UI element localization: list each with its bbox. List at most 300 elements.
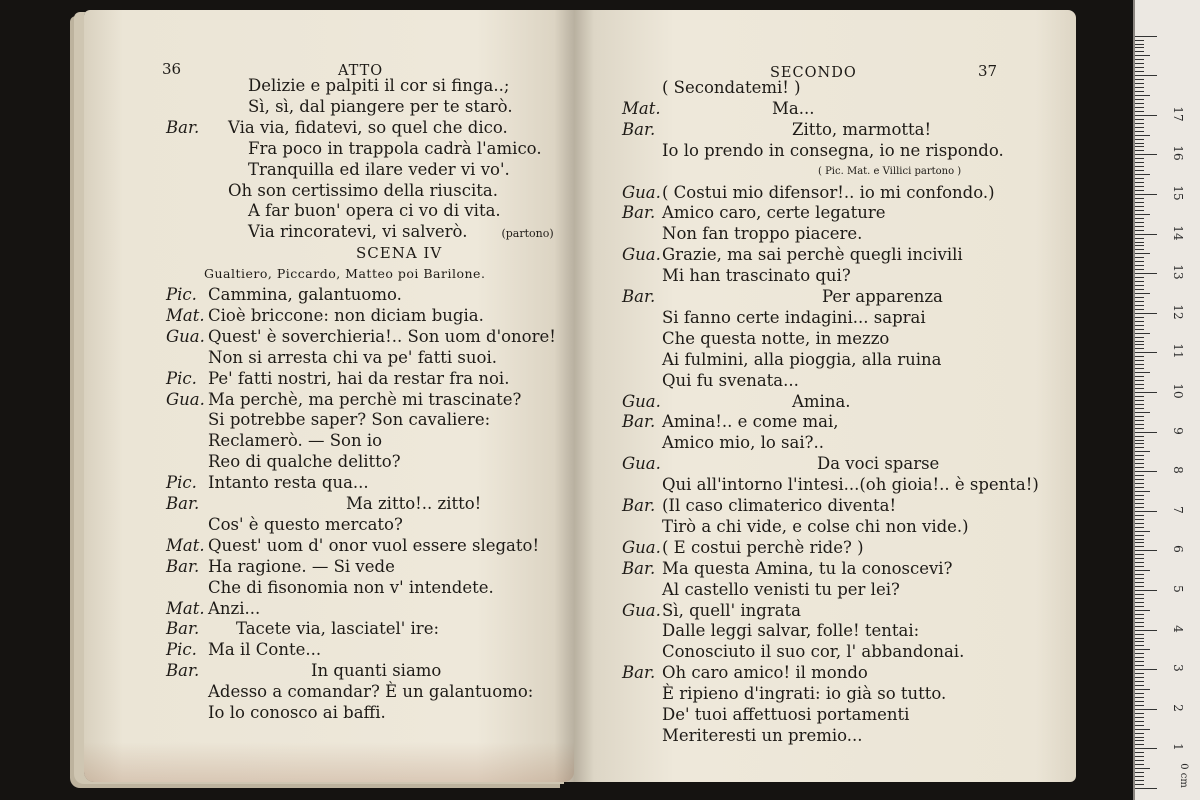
stage-direction: (partono) bbox=[501, 227, 554, 241]
line-text: Cioè briccone: non diciam bugia. bbox=[208, 305, 484, 325]
ruler-tick bbox=[1135, 63, 1144, 64]
ruler-tick bbox=[1135, 590, 1157, 591]
line-text: Cos' è questo mercato? bbox=[208, 514, 403, 534]
ruler-tick bbox=[1135, 103, 1144, 104]
ruler-number: 16 bbox=[1171, 145, 1185, 162]
ruler-number: 5 bbox=[1171, 585, 1185, 593]
ruler-tick bbox=[1135, 273, 1157, 274]
ruler-tick bbox=[1135, 95, 1150, 96]
ruler-tick bbox=[1135, 689, 1150, 690]
line-text: Qui all'intorno l'intesi...(oh gioia!.. è spenta!) bbox=[662, 475, 1039, 495]
ruler-number: 12 bbox=[1171, 304, 1185, 320]
line-text: Per apparenza bbox=[822, 287, 943, 306]
ruler-tick bbox=[1135, 71, 1144, 72]
text-line bbox=[166, 118, 508, 138]
ruler-number: 14 bbox=[1171, 224, 1185, 241]
speaker-label: Pic. bbox=[166, 285, 197, 304]
ruler-tick bbox=[1135, 693, 1144, 694]
measuring-ruler bbox=[1133, 0, 1200, 800]
ruler-tick bbox=[1135, 483, 1144, 484]
text-line bbox=[622, 78, 801, 98]
ruler-tick bbox=[1135, 780, 1144, 781]
ruler-tick bbox=[1135, 364, 1144, 365]
text-line bbox=[622, 203, 886, 223]
line-text: Amico caro, certe legature bbox=[662, 203, 886, 223]
ruler-tick bbox=[1135, 531, 1150, 532]
ruler-tick bbox=[1135, 665, 1144, 666]
speaker-label: Bar. bbox=[622, 496, 656, 515]
line-text: Non si arresta chi va pe' fatti suoi. bbox=[208, 347, 497, 367]
line-text: Delizie e palpiti il cor si finga..; bbox=[248, 76, 510, 95]
ruler-tick bbox=[1135, 186, 1144, 187]
ruler-tick bbox=[1135, 154, 1157, 155]
ruler-tick bbox=[1135, 265, 1144, 266]
ruler-tick bbox=[1135, 649, 1150, 650]
text-line bbox=[166, 222, 554, 244]
ruler-tick bbox=[1135, 348, 1144, 349]
ruler-tick bbox=[1135, 143, 1144, 144]
line-text: Non fan troppo piacere. bbox=[662, 224, 863, 244]
line-text: Ma... bbox=[772, 98, 815, 118]
text-line bbox=[622, 99, 814, 119]
ruler-tick bbox=[1135, 622, 1144, 623]
ruler-tick bbox=[1135, 618, 1144, 619]
ruler-tick bbox=[1135, 562, 1144, 563]
line-text: Reclamerò. — Son io bbox=[208, 431, 383, 451]
open-book bbox=[66, 10, 1078, 782]
text-line bbox=[166, 76, 509, 96]
ruler-tick bbox=[1135, 752, 1144, 753]
ruler-tick bbox=[1135, 626, 1144, 627]
text-line bbox=[622, 454, 939, 474]
line-text: Conosciuto il suo cor, l' abbandonai. bbox=[662, 642, 965, 662]
ruler-tick bbox=[1135, 115, 1157, 116]
ruler-tick bbox=[1135, 321, 1144, 322]
ruler-tick bbox=[1135, 764, 1144, 765]
ruler-tick bbox=[1135, 119, 1144, 120]
speaker-label: Gua. bbox=[622, 245, 661, 265]
text-line bbox=[622, 496, 896, 516]
ruler-tick bbox=[1135, 99, 1144, 100]
running-head: SECONDO bbox=[770, 65, 857, 81]
line-text: Grazie, ma sai perchè quegli incivili bbox=[662, 245, 963, 265]
ruler-tick bbox=[1135, 740, 1144, 741]
ruler-number: 10 bbox=[1171, 383, 1185, 399]
text-line bbox=[166, 682, 533, 702]
ruler-tick bbox=[1135, 162, 1144, 163]
text-line bbox=[622, 412, 839, 432]
text-line bbox=[166, 473, 369, 493]
ruler-tick bbox=[1135, 582, 1144, 583]
ruler-tick bbox=[1135, 499, 1144, 500]
text-line bbox=[622, 392, 851, 412]
speaker-label: Gua. bbox=[166, 389, 205, 409]
ruler-tick bbox=[1135, 471, 1157, 472]
ruler-tick bbox=[1135, 570, 1150, 571]
ruler-tick bbox=[1135, 51, 1144, 52]
ruler-tick bbox=[1135, 44, 1144, 45]
line-text: Fra poco in trappola cadrà l'amico. bbox=[248, 138, 542, 158]
ruler-tick bbox=[1135, 443, 1144, 444]
ruler-number: 8 bbox=[1171, 466, 1185, 474]
line-text: Via rincoratevi, vi salverò. bbox=[248, 222, 468, 242]
text-line bbox=[622, 663, 868, 683]
ruler-tick bbox=[1135, 198, 1144, 199]
text-line bbox=[166, 494, 481, 514]
text-line bbox=[622, 538, 864, 558]
text-line bbox=[622, 726, 863, 746]
ruler-tick bbox=[1135, 333, 1150, 334]
text-line bbox=[166, 410, 490, 430]
ruler-number: 2 bbox=[1171, 703, 1185, 712]
ruler-tick bbox=[1135, 737, 1144, 738]
line-text: Da voci sparse bbox=[817, 454, 940, 474]
line-text: Si potrebbe saper? Son cavaliere: bbox=[208, 410, 491, 430]
ruler-tick bbox=[1135, 372, 1150, 373]
ruler-tick bbox=[1135, 685, 1144, 686]
line-text: Ma questa Amina, tu la conoscevi? bbox=[662, 558, 953, 578]
line-text: Zitto, marmotta! bbox=[792, 119, 932, 139]
ruler-tick bbox=[1135, 602, 1144, 603]
speaker-label: Bar. bbox=[622, 287, 656, 306]
ruler-tick bbox=[1135, 242, 1144, 243]
line-text: Sì, sì, dal piangere per te starò. bbox=[248, 96, 513, 116]
ruler-number: 9 bbox=[1171, 426, 1185, 435]
text-line bbox=[622, 684, 946, 704]
text-line bbox=[622, 621, 919, 641]
ruler-tick bbox=[1135, 257, 1144, 258]
text-line bbox=[622, 601, 801, 621]
text-line bbox=[622, 705, 909, 725]
page-number: 37 bbox=[978, 62, 998, 80]
ruler-tick bbox=[1135, 368, 1144, 369]
ruler-tick bbox=[1135, 436, 1144, 437]
text-line bbox=[622, 245, 963, 265]
ruler-tick bbox=[1135, 756, 1144, 757]
text-line bbox=[622, 266, 851, 286]
ruler-tick bbox=[1135, 451, 1150, 452]
speaker-label: Bar. bbox=[166, 117, 200, 137]
text-line bbox=[166, 619, 439, 639]
text-line bbox=[622, 350, 941, 370]
ruler-number: 4 bbox=[1171, 624, 1185, 633]
ruler-tick bbox=[1135, 55, 1150, 56]
ruler-tick bbox=[1135, 713, 1144, 714]
ruler-tick bbox=[1135, 776, 1144, 777]
ruler-tick bbox=[1135, 463, 1144, 464]
line-text: Oh caro amico! il mondo bbox=[662, 663, 868, 683]
text-line bbox=[166, 139, 542, 159]
text-line bbox=[166, 536, 539, 556]
ruler-tick bbox=[1135, 36, 1157, 37]
line-text: Io lo prendo in consegna, io ne rispondo. bbox=[662, 140, 1004, 160]
ruler-tick bbox=[1135, 40, 1144, 41]
line-text: ( Costui mio difensor!.. io mi confondo.) bbox=[662, 182, 995, 202]
ruler-tick bbox=[1135, 329, 1144, 330]
ruler-tick bbox=[1135, 744, 1144, 745]
line-text: A far buon' opera ci vo di vita. bbox=[248, 201, 501, 221]
ruler-tick bbox=[1135, 475, 1144, 476]
ruler-tick bbox=[1135, 166, 1144, 167]
page-number: 36 bbox=[162, 60, 182, 78]
line-text: Si fanno certe indagini... saprai bbox=[662, 307, 926, 327]
ruler-tick bbox=[1135, 428, 1144, 429]
line-text: Io lo conosco ai baffi. bbox=[208, 703, 386, 722]
ruler-tick bbox=[1135, 677, 1144, 678]
ruler-tick bbox=[1135, 218, 1144, 219]
speaker-label: Pic. bbox=[166, 368, 197, 388]
ruler-tick bbox=[1135, 634, 1144, 635]
text-line bbox=[166, 285, 402, 305]
ruler-tick bbox=[1135, 170, 1144, 171]
speaker-label: Mat. bbox=[622, 98, 661, 118]
ruler-tick bbox=[1135, 253, 1150, 254]
ruler-tick bbox=[1135, 515, 1144, 516]
text-line bbox=[166, 181, 498, 201]
line-text: È ripieno d'ingrati: io già so tutto. bbox=[662, 684, 947, 704]
ruler-tick bbox=[1135, 479, 1144, 480]
text-line bbox=[622, 120, 931, 140]
ruler-tick bbox=[1135, 594, 1144, 595]
line-text: Mi han trascinato qui? bbox=[662, 266, 851, 286]
ruler-tick bbox=[1135, 550, 1157, 551]
ruler-tick bbox=[1135, 392, 1157, 393]
ruler-tick bbox=[1135, 487, 1144, 488]
line-text: Al castello venisti tu per lei? bbox=[662, 579, 900, 599]
text-line bbox=[166, 703, 386, 723]
ruler-tick bbox=[1135, 491, 1150, 492]
ruler-tick bbox=[1135, 467, 1144, 468]
ruler-tick bbox=[1135, 459, 1144, 460]
line-text: Dalle leggi salvar, folle! tentai: bbox=[662, 621, 920, 641]
ruler-tick bbox=[1135, 721, 1144, 722]
ruler-tick bbox=[1135, 709, 1157, 710]
line-text: De' tuoi affettuosi portamenti bbox=[662, 705, 910, 724]
text-line bbox=[166, 578, 494, 598]
line-text: Anzi... bbox=[208, 598, 261, 618]
ruler-tick bbox=[1135, 669, 1157, 670]
ruler-tick bbox=[1135, 123, 1144, 124]
text-line bbox=[166, 264, 485, 284]
line-text: Tirò a chi vide, e colse chi non vide.) bbox=[662, 516, 969, 536]
line-text: Amina!.. e come mai, bbox=[662, 412, 839, 432]
ruler-tick bbox=[1135, 503, 1144, 504]
ruler-tick bbox=[1135, 202, 1144, 203]
ruler-tick bbox=[1135, 614, 1144, 615]
line-text: Ma zitto!.. zitto! bbox=[346, 494, 482, 513]
ruler-tick bbox=[1135, 317, 1144, 318]
ruler-tick bbox=[1135, 309, 1144, 310]
ruler-tick bbox=[1135, 697, 1144, 698]
ruler-tick bbox=[1135, 234, 1157, 235]
speaker-label: Gua. bbox=[622, 537, 661, 557]
speaker-label: Bar. bbox=[622, 663, 656, 683]
ruler-tick bbox=[1135, 83, 1144, 84]
speaker-label: Bar. bbox=[166, 619, 200, 639]
ruler-number: 17 bbox=[1171, 106, 1185, 122]
ruler-tick bbox=[1135, 535, 1144, 536]
text-line bbox=[622, 559, 952, 579]
speaker-label: Bar. bbox=[166, 661, 200, 681]
ruler-tick bbox=[1135, 127, 1144, 128]
line-text: Ai fulmini, alla pioggia, alla ruina bbox=[662, 349, 942, 369]
line-text: Tranquilla ed ilare veder vi vo'. bbox=[248, 159, 510, 179]
ruler-tick bbox=[1135, 630, 1157, 631]
ruler-tick bbox=[1135, 705, 1144, 706]
text-line bbox=[622, 183, 995, 203]
line-text: ( E costui perchè ride? ) bbox=[662, 537, 864, 557]
ruler-tick bbox=[1135, 75, 1157, 76]
line-text: Quest' è soverchieria!.. Son uom d'onore! bbox=[208, 326, 556, 346]
ruler-tick bbox=[1135, 447, 1144, 448]
speaker-label: Bar. bbox=[166, 556, 200, 576]
ruler-tick bbox=[1135, 657, 1144, 658]
text-line bbox=[622, 141, 1004, 161]
ruler-tick bbox=[1135, 404, 1144, 405]
ruler-tick bbox=[1135, 527, 1144, 528]
right-page bbox=[574, 10, 1076, 782]
ruler-tick bbox=[1135, 416, 1144, 417]
ruler-tick bbox=[1135, 325, 1144, 326]
ruler-tick bbox=[1135, 230, 1144, 231]
ruler-number: 13 bbox=[1171, 264, 1185, 280]
text-line bbox=[622, 287, 943, 307]
line-text: SCENA IV bbox=[356, 244, 443, 263]
ruler-tick bbox=[1135, 380, 1144, 381]
line-text: Quest' uom d' onor vuol essere slegato! bbox=[208, 535, 540, 555]
ruler-tick bbox=[1135, 285, 1144, 286]
ruler-tick bbox=[1135, 598, 1144, 599]
ruler-tick bbox=[1135, 281, 1144, 282]
text-line bbox=[166, 661, 441, 681]
ruler-tick bbox=[1135, 190, 1144, 191]
line-text: Gualtiero, Piccardo, Matteo poi Barilone. bbox=[204, 266, 486, 282]
ruler-tick bbox=[1135, 214, 1150, 215]
ruler-tick bbox=[1135, 111, 1144, 112]
speaker-label: Gua. bbox=[622, 600, 661, 620]
text-line bbox=[166, 348, 497, 368]
ruler-tick bbox=[1135, 653, 1144, 654]
ruler-tick bbox=[1135, 772, 1144, 773]
text-line bbox=[166, 327, 556, 347]
text-line bbox=[622, 580, 900, 600]
ruler-tick bbox=[1135, 226, 1144, 227]
ruler-tick bbox=[1135, 701, 1144, 702]
ruler-tick bbox=[1135, 768, 1150, 769]
line-text: Tacete via, lasciatel' ire: bbox=[236, 619, 440, 639]
ruler-tick bbox=[1135, 67, 1144, 68]
ruler-tick bbox=[1135, 158, 1144, 159]
ruler-unit-label: 0 cm bbox=[1177, 763, 1189, 788]
ruler-tick bbox=[1135, 558, 1144, 559]
text-line bbox=[622, 433, 824, 453]
speaker-label: Gua. bbox=[622, 182, 661, 202]
speaker-label: Bar. bbox=[166, 494, 200, 513]
speaker-label: Mat. bbox=[166, 535, 205, 555]
ruler-tick bbox=[1135, 174, 1150, 175]
line-text: Che di fisonomia non v' intendete. bbox=[208, 577, 494, 597]
ruler-tick bbox=[1135, 748, 1157, 749]
ruler-tick bbox=[1135, 131, 1144, 132]
ruler-tick bbox=[1135, 412, 1150, 413]
ruler-tick bbox=[1135, 645, 1144, 646]
ruler-tick bbox=[1135, 305, 1144, 306]
speaker-label: Pic. bbox=[166, 473, 197, 493]
ruler-tick bbox=[1135, 135, 1150, 136]
ruler-tick bbox=[1135, 297, 1144, 298]
ruler-tick bbox=[1135, 681, 1144, 682]
line-text: Ha ragione. — Si vede bbox=[208, 556, 395, 576]
ruler-tick bbox=[1135, 107, 1144, 108]
speaker-label: Bar. bbox=[622, 558, 656, 578]
line-text: Pe' fatti nostri, hai da restar fra noi. bbox=[208, 368, 510, 388]
ruler-tick bbox=[1135, 384, 1144, 385]
ruler-tick bbox=[1135, 337, 1144, 338]
line-text: In quanti siamo bbox=[311, 661, 442, 681]
ruler-tick bbox=[1135, 408, 1144, 409]
ruler-tick bbox=[1135, 79, 1144, 80]
ruler-tick bbox=[1135, 673, 1144, 674]
ruler-tick bbox=[1135, 455, 1144, 456]
ruler-tick bbox=[1135, 301, 1144, 302]
ruler-tick bbox=[1135, 788, 1157, 789]
line-text: (Il caso climaterico diventa! bbox=[662, 496, 897, 515]
text-line bbox=[166, 390, 521, 410]
line-text: ( Pic. Mat. e Villici partono ) bbox=[818, 165, 962, 177]
ruler-tick bbox=[1135, 182, 1144, 183]
ruler-tick bbox=[1135, 641, 1144, 642]
text-line bbox=[622, 162, 961, 182]
ruler-tick bbox=[1135, 376, 1144, 377]
ruler-tick bbox=[1135, 507, 1144, 508]
ruler-tick bbox=[1135, 59, 1144, 60]
ruler-tick bbox=[1135, 511, 1157, 512]
speaker-label: Pic. bbox=[166, 640, 197, 660]
text-line bbox=[622, 308, 926, 328]
text-line bbox=[166, 515, 403, 535]
ruler-number: 6 bbox=[1171, 545, 1185, 554]
text-line bbox=[622, 371, 799, 391]
line-text: Adesso a comandar? È un galantuomo: bbox=[208, 682, 534, 702]
ruler-tick bbox=[1135, 523, 1144, 524]
ruler-tick bbox=[1135, 546, 1144, 547]
ruler-tick bbox=[1135, 586, 1144, 587]
ruler-tick bbox=[1135, 194, 1157, 195]
ruler-tick bbox=[1135, 87, 1144, 88]
text-line bbox=[166, 306, 484, 326]
ruler-tick bbox=[1135, 396, 1144, 397]
ruler-tick bbox=[1135, 729, 1150, 730]
ruler-number: 15 bbox=[1171, 185, 1185, 201]
page-stain bbox=[84, 742, 574, 782]
ruler-tick bbox=[1135, 261, 1144, 262]
ruler-tick bbox=[1135, 638, 1144, 639]
line-text: Ma perchè, ma perchè mi trascinate? bbox=[208, 389, 522, 409]
ruler-tick bbox=[1135, 356, 1144, 357]
line-text: Reo di qualche delitto? bbox=[208, 452, 401, 472]
line-text: Amico mio, lo sai?.. bbox=[662, 433, 824, 453]
ruler-tick bbox=[1135, 424, 1144, 425]
ruler-tick bbox=[1135, 47, 1144, 48]
ruler-tick bbox=[1135, 293, 1150, 294]
text-line bbox=[166, 160, 510, 180]
text-line bbox=[166, 557, 395, 577]
ruler-tick bbox=[1135, 210, 1144, 211]
ruler-tick bbox=[1135, 440, 1144, 441]
ruler-tick bbox=[1135, 313, 1157, 314]
ruler-tick bbox=[1135, 661, 1144, 662]
ruler-tick bbox=[1135, 277, 1144, 278]
